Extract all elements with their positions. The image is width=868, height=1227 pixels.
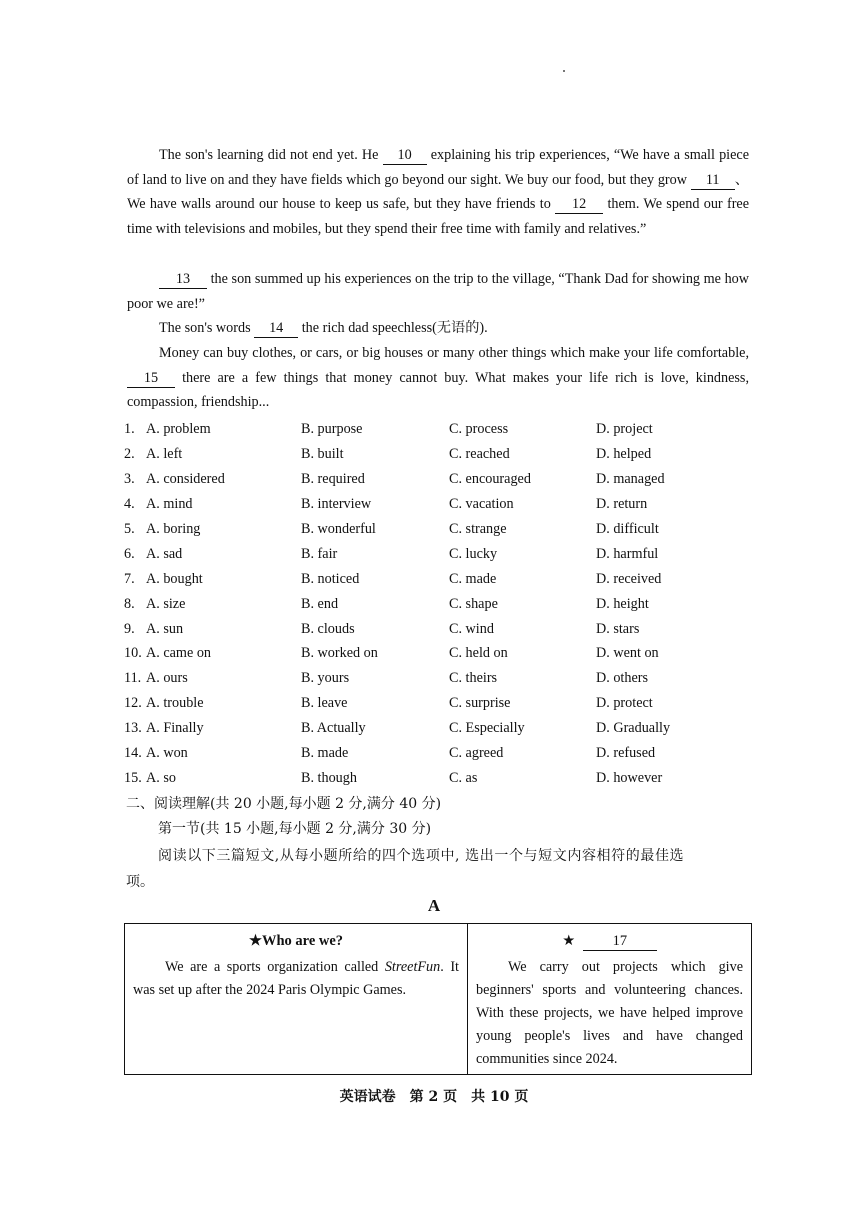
option-row [124, 666, 764, 691]
passage-text: explaining his trip experiences, “We have a small piece of land to live on and they have fields which go beyond our sight. We buy our food, but they grow [127, 147, 750, 188]
option-number: 4. [124, 495, 135, 512]
option-a: A. won [146, 745, 188, 762]
option-a: A. problem [146, 421, 211, 437]
passage-a-table [124, 923, 752, 1075]
option-c: C. encouraged [449, 470, 531, 487]
option-d: D. went on [596, 645, 659, 662]
option-a: A. boring [146, 520, 201, 537]
option-number: 6. [124, 545, 135, 562]
blank-14: 14 [254, 320, 298, 338]
option-a: A. considered [146, 470, 225, 487]
passage-label: A [427, 896, 441, 915]
option-b: B. made [301, 745, 349, 762]
option-c: C. vacation [449, 495, 514, 512]
passage-text: Money can buy clothes, or cars, or big houses or many other things which make your life comfortable, [159, 345, 749, 361]
option-d: D. return [596, 495, 648, 512]
instruction-line-2: 项。 [126, 874, 154, 890]
option-number: 8. [124, 595, 135, 612]
option-d: D. helped [596, 445, 652, 462]
option-d: D. Gradually [596, 720, 671, 737]
option-row [124, 442, 764, 467]
option-b: B. purpose [301, 421, 363, 437]
option-d: D. harmful [596, 545, 659, 562]
option-d: D. stars [596, 620, 640, 637]
cell-text-left [133, 956, 459, 1002]
option-a: A. came on [146, 645, 212, 662]
option-c: C. process [449, 421, 509, 437]
option-d: D. others [596, 670, 649, 687]
passage-text: the son summed up his experiences on the trip to the village, “Thank Dad for showing me how poor we are!” [127, 271, 749, 312]
option-a: A. sad [146, 545, 183, 562]
option-row [124, 641, 764, 666]
option-row [124, 716, 764, 741]
option-c: C. made [449, 570, 497, 587]
option-number: 5. [124, 520, 135, 537]
option-c: C. theirs [449, 670, 498, 687]
option-d: D. managed [596, 470, 665, 487]
passage-text: The son's words [159, 320, 251, 336]
option-b: B. Actually [301, 720, 366, 737]
option-number: 3. [124, 470, 135, 487]
passage-text: there are a few things that money cannot buy. What makes your life rich is love, kindness, compassion, friendship... [127, 369, 750, 411]
option-row [124, 741, 764, 766]
option-number: 13. [124, 720, 142, 737]
option-number: 14. [124, 745, 142, 762]
passage-text: the rich dad speechless(无语的). [301, 320, 488, 336]
option-row [124, 542, 764, 567]
passage-text: The son's learning did not end yet. He [159, 147, 379, 163]
blank-17: 17 [583, 933, 657, 951]
passage-paragraph-4 [127, 341, 749, 415]
option-b: B. though [301, 770, 357, 787]
option-a: A. mind [146, 495, 193, 512]
option-b: B. wonderful [301, 520, 376, 537]
option-b: B. built [301, 445, 344, 462]
option-row [124, 517, 764, 542]
option-number: 7. [124, 570, 135, 587]
blank-15: 15 [127, 370, 175, 388]
option-a: A. ours [146, 670, 188, 687]
cell-text: We carry out projects which give beginners' sports and volunteering chances. With these projects, we have helped improve young people's lives and have changed communities since 2024. [476, 959, 743, 1067]
option-c: C. reached [449, 445, 510, 462]
option-b: B. required [301, 470, 365, 487]
option-b: B. clouds [301, 620, 355, 637]
cell-text-right [476, 956, 743, 1071]
option-c: C. Especially [449, 720, 525, 737]
option-number: 15. [124, 770, 142, 787]
option-number: 9. [124, 620, 135, 637]
blank-10: 10 [383, 147, 427, 165]
blank-12: 12 [555, 196, 603, 214]
option-b: B. worked on [301, 645, 378, 662]
option-d: D. protect [596, 695, 653, 712]
page-footer: 英语试卷 第 2 页 共 10 页 [339, 1089, 529, 1105]
table-cell-right [468, 924, 751, 1074]
option-a: A. so [146, 770, 176, 787]
option-b: B. end [301, 595, 339, 612]
option-d: D. refused [596, 745, 656, 762]
option-c: C. lucky [449, 545, 498, 562]
option-b: B. noticed [301, 570, 360, 587]
passage-paragraph-3 [127, 316, 749, 341]
option-row [124, 417, 764, 442]
option-b: B. yours [301, 670, 350, 687]
passage-paragraph-1 [127, 143, 749, 242]
instruction-line-1: 阅读以下三篇短文,从每小题所给的四个选项中, 选出一个与短文内容相符的最佳选 [158, 848, 685, 864]
option-c: C. wind [449, 620, 494, 637]
blank-11: 11 [691, 172, 735, 190]
option-c: C. shape [449, 595, 498, 612]
option-row [124, 567, 764, 592]
option-c: C. agreed [449, 745, 504, 762]
cell-title-blank [468, 933, 751, 951]
option-a: A. Finally [146, 720, 204, 737]
option-number: 11. [124, 670, 142, 687]
section-heading: 二、阅读理解(共 20 小题,每小题 2 分,满分 40 分) [126, 796, 442, 812]
option-d: D. difficult [596, 520, 659, 537]
option-d: D. height [596, 595, 649, 612]
passage-text: them. We spend our free time with televisions and mobiles, but they spend their free time with family and relatives.” [127, 196, 750, 238]
star-icon: ★ [562, 933, 576, 949]
option-c: C. strange [449, 520, 507, 537]
option-d: D. received [596, 570, 662, 587]
blank-13: 13 [159, 271, 207, 289]
option-d: D. project [596, 421, 653, 437]
option-c: C. as [449, 770, 478, 787]
option-c: C. surprise [449, 695, 511, 712]
passage-paragraph-2 [127, 267, 749, 316]
cell-title-who: ★Who are we? [248, 933, 344, 949]
option-number: 10. [124, 645, 142, 662]
scan-speck [563, 70, 565, 72]
cell-text: . It was set up after the 2024 Paris Olympic Games. [133, 959, 460, 998]
option-row [124, 592, 764, 617]
organization-name: StreetFun [384, 959, 441, 975]
table-cell-left [125, 924, 468, 1074]
option-a: A. size [146, 595, 186, 612]
option-row [124, 492, 764, 517]
option-a: A. bought [146, 570, 203, 587]
cell-text: We are a sports organization called [165, 959, 379, 975]
option-number: 12. [124, 695, 142, 712]
passage-text: 、 We have walls around our house to keep us safe, but they have friends to [127, 171, 749, 213]
option-c: C. held on [449, 645, 508, 662]
option-row [124, 766, 764, 791]
option-number: 1. [124, 421, 135, 437]
option-b: B. fair [301, 545, 338, 562]
option-row [124, 617, 764, 642]
option-a: A. left [146, 445, 183, 462]
option-b: B. leave [301, 695, 348, 712]
option-row [124, 691, 764, 716]
option-a: A. sun [146, 620, 184, 637]
option-d: D. however [596, 770, 663, 787]
part-heading: 第一节(共 15 小题,每小题 2 分,满分 30 分) [158, 821, 432, 837]
option-b: B. interview [301, 495, 372, 512]
option-a: A. trouble [146, 695, 204, 712]
option-row [124, 467, 764, 492]
options-list [124, 417, 764, 791]
option-number: 2. [124, 445, 135, 462]
